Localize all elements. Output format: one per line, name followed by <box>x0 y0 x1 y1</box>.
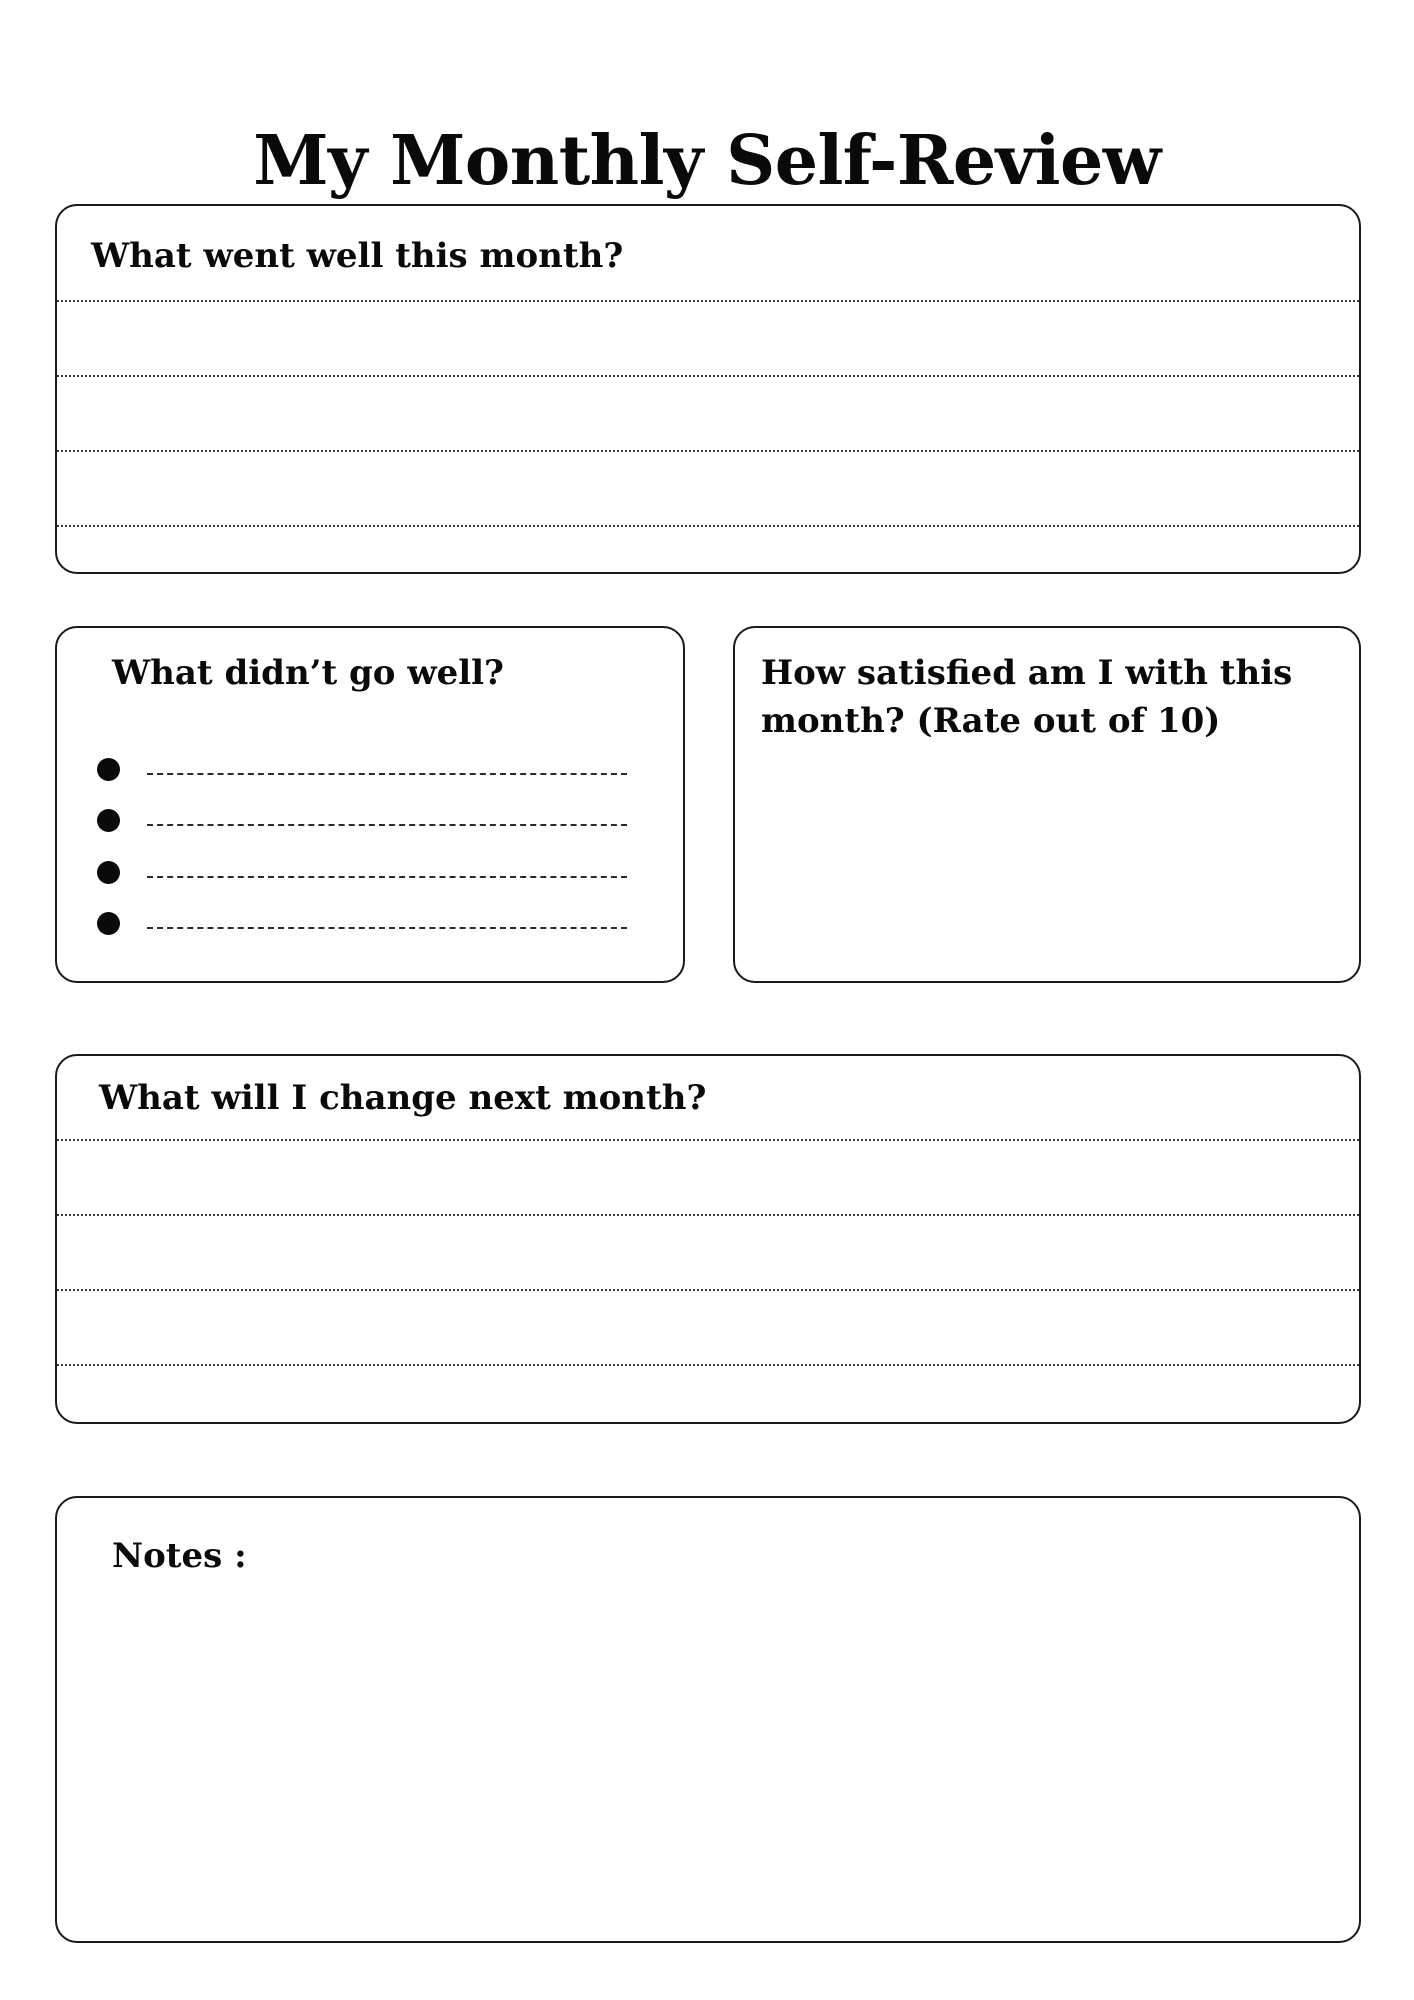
bullet-item[interactable] <box>97 755 657 785</box>
bullet-item[interactable] <box>97 806 657 836</box>
blank-line[interactable] <box>147 876 627 878</box>
bullet-icon <box>97 758 120 781</box>
change-box <box>55 1054 1361 1424</box>
blank-line[interactable] <box>147 927 627 929</box>
page-title: My Monthly Self-Review <box>253 120 1161 201</box>
writing-line[interactable] <box>57 1289 1359 1291</box>
bullet-item[interactable] <box>97 909 657 939</box>
writing-line[interactable] <box>57 525 1359 527</box>
satisfaction-box[interactable] <box>733 626 1361 983</box>
went-well-box <box>55 204 1361 574</box>
satisfaction-heading: How satisfied am I with this month? (Rate out of 10) <box>761 653 1293 741</box>
writing-line[interactable] <box>57 375 1359 377</box>
writing-line[interactable] <box>57 300 1359 302</box>
writing-line[interactable] <box>57 1139 1359 1141</box>
notes-box[interactable] <box>55 1496 1361 1943</box>
went-well-heading: What went well this month? <box>91 236 624 276</box>
writing-line[interactable] <box>57 1364 1359 1366</box>
didnt-go-well-heading: What didn’t go well? <box>112 653 504 693</box>
didnt-go-well-box <box>55 626 685 983</box>
notes-heading: Notes : <box>112 1536 247 1576</box>
bullet-icon <box>97 861 120 884</box>
blank-line[interactable] <box>147 773 627 775</box>
bullet-icon <box>97 809 120 832</box>
bullet-item[interactable] <box>97 858 657 888</box>
change-heading: What will I change next month? <box>99 1078 707 1118</box>
writing-line[interactable] <box>57 1214 1359 1216</box>
bullet-icon <box>97 912 120 935</box>
writing-line[interactable] <box>57 450 1359 452</box>
blank-line[interactable] <box>147 824 627 826</box>
